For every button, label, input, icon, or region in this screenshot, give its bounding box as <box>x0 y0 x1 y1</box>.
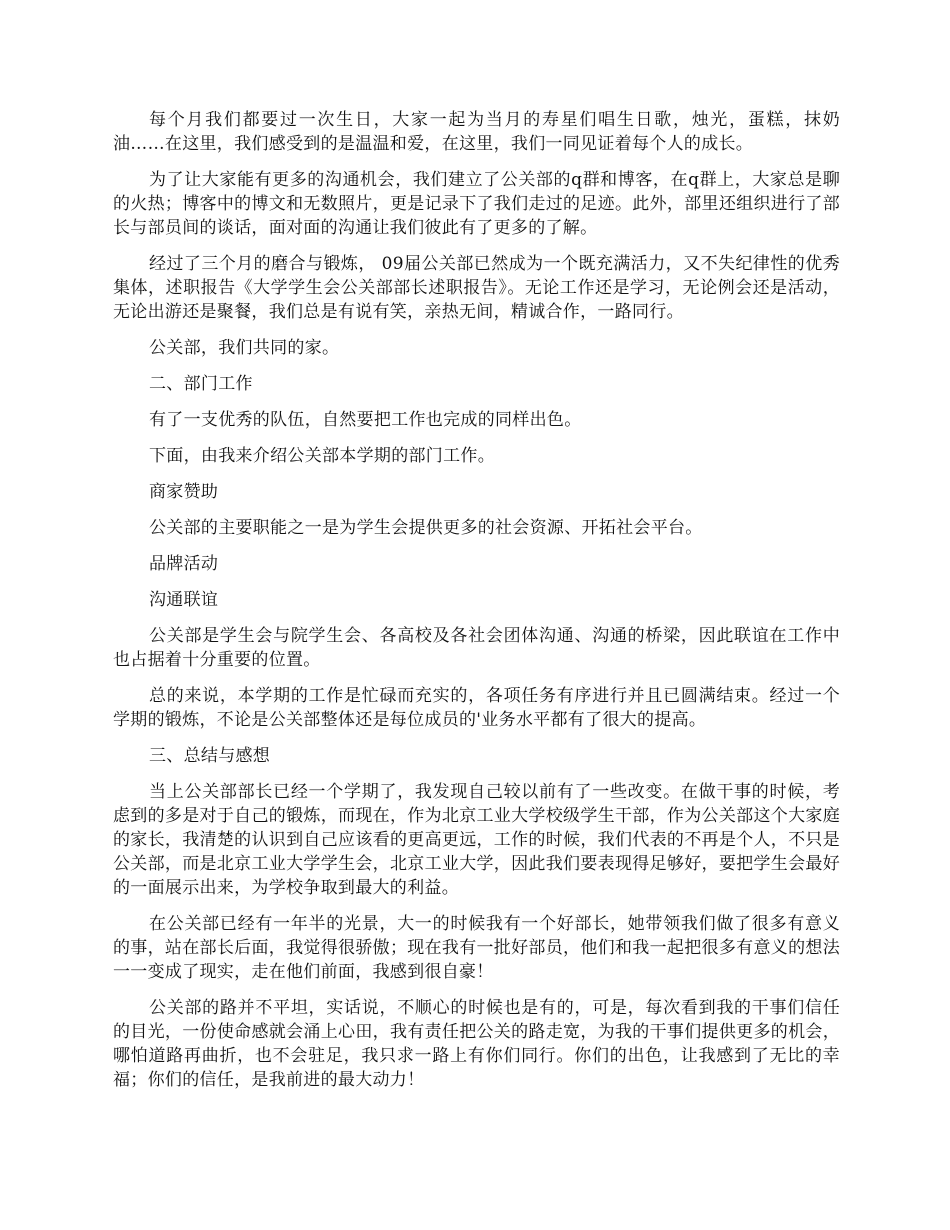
paragraph-mission: 公关部的路并不平坦，实话说，不顺心的时候也是有的，可是，每次看到我的干事们信任的目光，一份使命感就会涌上心田，我有责任把公关的路走宽，为我的干事们提供更多的机会，哪怕道路再曲折，也不会驻足，我只求一路上有你们同行。你们的出色，让我感到了无比的幸福；你们的信任，是我前进的最大动力！ <box>113 998 840 1090</box>
subheading-brand-activities: 品牌活动 <box>149 554 219 574</box>
paragraph-excellent-team: 有了一支优秀的队伍，自然要把工作也完成的同样出色。 <box>149 410 582 430</box>
paragraph-pride: 在公关部已经有一年半的光景，大一的时候我有一个好部长，她带领我们做了很多有意义的事，站在部长后面，我觉得很骄傲；现在我有一批好部员，他们和我一起把很多有意义的想法一一变成了现实，走在他们前面，我感到很自豪！ <box>113 914 840 982</box>
paragraph-home: 公关部，我们共同的家。 <box>149 338 340 358</box>
subheading-liaison: 沟通联谊 <box>149 590 219 610</box>
paragraph-semester-summary: 总的来说，本学期的工作是忙碌而充实的，各项任务有序进行并且已圆满结束。经过一个学期的锻炼，不论是公关部整体还是每位成员的'业务水平都有了很大的提高。 <box>113 686 840 730</box>
paragraph-intro-work: 下面，由我来介绍公关部本学期的部门工作。 <box>149 446 495 466</box>
document-body <box>113 108 840 1104</box>
section-heading-department-work: 二、部门工作 <box>149 374 253 394</box>
paragraph-liaison: 公关部是学生会与院学生会、各高校及各社会团体沟通、沟通的桥梁，因此联谊在工作中也占据着十分重要的位置。 <box>113 626 840 670</box>
paragraph-minister-reflection: 当上公关部部长已经一个学期了，我发现自己较以前有了一些改变。在做干事的时候，考虑到的多是对于自己的锻炼，而现在，作为北京工业大学校级学生干部，作为公关部这个大家庭的家长，我清楚的认识到自己应该看的更高更远，工作的时候，我们代表的不再是个人，不只是公关部，而是北京工业大学学生会，北京工业大学，因此我们要表现得足够好，要把学生会最好的一面展示出来，为学校争取到最大的利益。 <box>113 782 840 898</box>
subheading-sponsorship: 商家赞助 <box>149 482 219 502</box>
paragraph-birthday: 每个月我们都要过一次生日，大家一起为当月的寿星们唱生日歌，烛光，蛋糕，抹奶油……在这里，我们感受到的是温温和爱，在这里，我们一同见证着每个人的成长。 <box>113 110 840 154</box>
paragraph-communication: 为了让大家能有更多的沟通机会，我们建立了公关部的q群和博客，在q群上，大家总是聊的火热；博客中的博文和无数照片，更是记录下了我们走过的足迹。此外，部里还组织进行了部长与部员间的谈话，面对面的沟通让我们彼此有了更多的了解。 <box>113 170 840 238</box>
paragraph-team-growth: 经过了三个月的磨合与锻炼， 09届公关部已然成为一个既充满活力，又不失纪律性的优秀集体，述职报告《大学学生会公关部部长述职报告》。无论工作还是学习，无论例会还是活动，无论出游还是聚餐，我们总是有说有笑，亲热无间，精诚合作，一路同行。 <box>113 254 840 322</box>
section-heading-summary: 三、总结与感想 <box>149 746 271 766</box>
paragraph-sponsorship: 公关部的主要职能之一是为学生会提供更多的社会资源、开拓社会平台。 <box>149 518 703 538</box>
